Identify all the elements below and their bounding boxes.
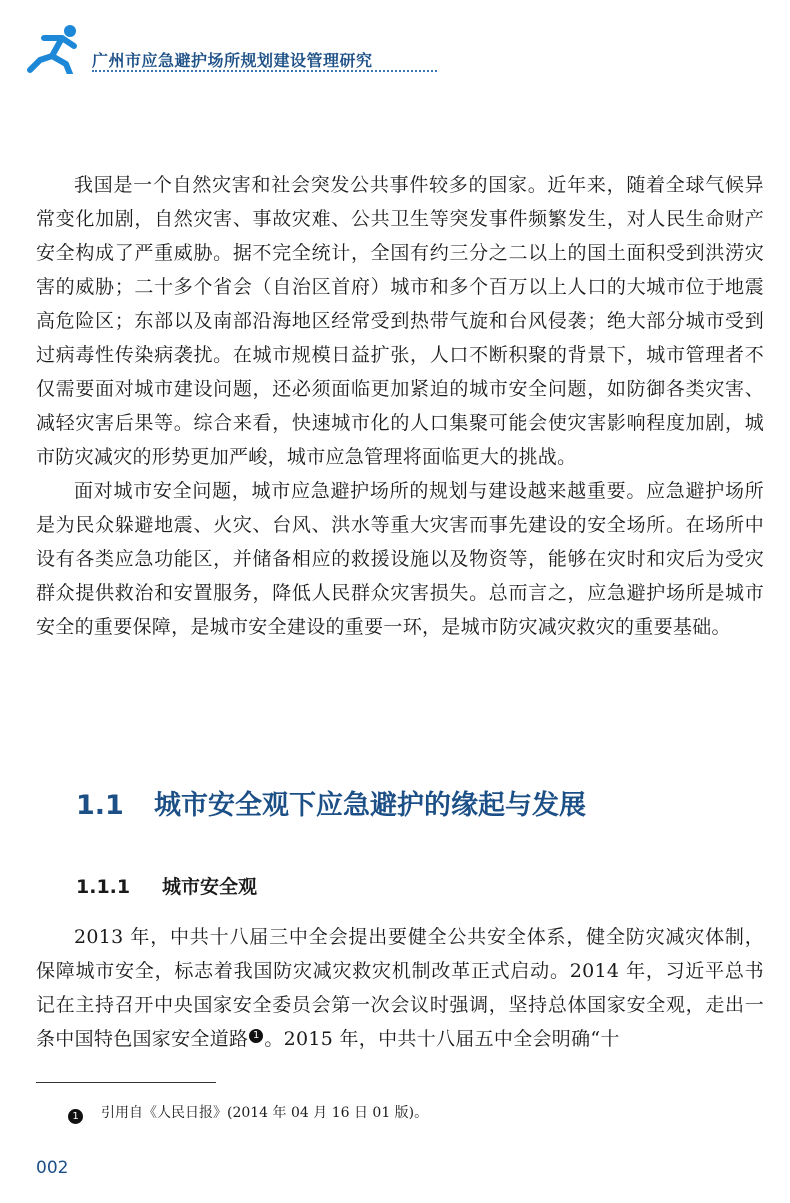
footnote-reference[interactable]: 1 xyxy=(249,1029,263,1043)
subsection-heading xyxy=(76,872,257,899)
footnote-divider xyxy=(36,1082,216,1083)
page-number: 002 xyxy=(36,1158,69,1178)
paragraph-3 xyxy=(36,920,764,1056)
paragraph-3-continuation: 。2015 年，中共十八届五中全会明确“十 xyxy=(264,1028,620,1050)
footnote-marker: 1 xyxy=(68,1109,83,1124)
running-header-title: 广州市应急避护场所规划建设管理研究 xyxy=(92,51,373,70)
paragraph-3-text: 2013 年，中共十八届三中全会提出要健全公共安全体系，健全防灾减灾体制，保障城市安全，标志着我国防灾减灾救灾机制改革正式启动。2014 年，习近平总书记在主持召开中央国家安全委员会第一次会议时强调，坚持总体国家安全观，走出一条中国特色国家安全道路 xyxy=(36,926,764,1050)
footnote xyxy=(68,1102,428,1124)
paragraph-1: 我国是一个自然灾害和社会突发公共事件较多的国家。近年来，随着全球气候异常变化加剧，自然灾害、事故灾难、公共卫生等突发事件频繁发生，对人民生命财产安全构成了严重威胁。据不完全统计，全国有约三分之二以上的国土面积受到洪涝灾害的威胁；二十多个省会（自治区首府）城市和多个百万以上人口的大城市位于地震高危险区；东部以及南部沿海地区经常受到热带气旋和台风侵袭；绝大部分城市受到过病毒性传染病袭扰。在城市规模日益扩张，人口不断积聚的背景下，城市管理者不仅需要面对城市建设问题，还必须面临更加紧迫的城市安全问题，如防御各类灾害、减轻灾害后果等。综合来看，快速城市化的人口集聚可能会使灾害影响程度加剧，城市防灾减灾的形势更加严峻，城市应急管理将面临更大的挑战。 xyxy=(36,174,764,468)
section-number: 1.1 xyxy=(76,790,124,821)
subsection-number: 1.1.1 xyxy=(76,876,131,898)
section-heading xyxy=(76,783,586,822)
header-divider xyxy=(92,70,437,72)
intro-text xyxy=(36,168,764,644)
section-text xyxy=(36,920,764,1056)
running-header xyxy=(24,18,424,78)
footnote-text: 引用自《人民日报》(2014 年 04 月 16 日 01 版)。 xyxy=(101,1105,429,1121)
paragraph-2: 面对城市安全问题，城市应急避护场所的规划与建设越来越重要。应急避护场所是为民众躲避地震、火灾、台风、洪水等重大灾害而事先建设的安全场所。在场所中设有各类应急功能区，并储备相应的救援设施以及物资等，能够在灾时和灾后为受灾群众提供救治和安置服务，降低人民群众灾害损失。总而言之，应急避护场所是城市安全的重要保障，是城市安全建设的重要一环，是城市防灾减灾救灾的重要基础。 xyxy=(36,480,764,638)
section-title: 城市安全观下应急避护的缘起与发展 xyxy=(154,790,586,821)
running-person-icon xyxy=(24,24,84,74)
subsection-title: 城市安全观 xyxy=(162,876,258,898)
